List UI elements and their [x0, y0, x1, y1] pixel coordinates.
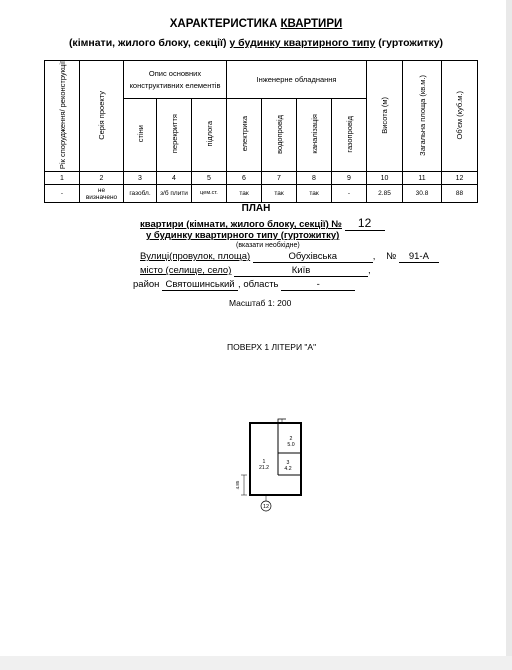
- value-electric: так: [227, 185, 262, 203]
- col-header-series: Серія проекту: [80, 61, 124, 172]
- value-flooring: цем.ст.: [192, 185, 227, 203]
- col-header-sewer: каналізація: [297, 99, 332, 172]
- column-numbers-row: [45, 172, 478, 185]
- address-street-line: Вулиці(провулок, площа) Обухівська , № 91-А: [140, 251, 439, 263]
- column-number: 5: [192, 172, 227, 185]
- room-2-number: 2: [289, 436, 293, 442]
- column-number: 8: [297, 172, 332, 185]
- value-year: -: [45, 185, 80, 203]
- values-row: [45, 185, 478, 203]
- column-number: 4: [157, 172, 192, 185]
- plan-title: ПЛАН: [241, 203, 271, 214]
- column-number: 3: [124, 172, 157, 185]
- col-header-electric: електрика: [227, 99, 262, 172]
- room-1-number: 1: [262, 459, 266, 465]
- apartment-marker-number: 12: [262, 504, 270, 510]
- col-header-gas: газопровід: [332, 99, 367, 172]
- floor-label: ПОВЕРХ 1 ЛІТЕРИ "А": [227, 342, 317, 352]
- col-header-water: водопровід: [262, 99, 297, 172]
- col-header-floors: перекриття: [157, 99, 192, 172]
- column-number: 9: [332, 172, 367, 185]
- value-floors: з/б плити: [157, 185, 192, 203]
- apartment-characteristics-table: [44, 60, 478, 203]
- document-title: ХАРАКТЕРИСТИКА КВАРТИРИ: [169, 18, 343, 30]
- region-value: -: [281, 279, 355, 291]
- column-number: 6: [227, 172, 262, 185]
- col-header-year: Рік спорудження/ реконструкції: [45, 61, 80, 172]
- wall-dimension: 4.85: [235, 480, 240, 490]
- column-number: 11: [403, 172, 442, 185]
- column-number: 10: [367, 172, 403, 185]
- col-header-height: Висота (м): [367, 61, 403, 172]
- col-group-structural: Опис основних конструктивних елементів: [124, 61, 227, 99]
- document-subtitle: (кімнати, жилого блоку, секції) у будинку квартирного типу (гуртожитку): [68, 37, 444, 49]
- room-1-area: 21.2: [258, 465, 270, 471]
- column-number: 1: [45, 172, 80, 185]
- floor-plan-drawing: [228, 415, 308, 515]
- value-total-area: 30.8: [403, 185, 442, 203]
- page-edge-right: [506, 0, 512, 670]
- district-value: Святошинський: [162, 279, 238, 291]
- column-number: 2: [80, 172, 124, 185]
- value-volume: 88: [442, 185, 478, 203]
- apartment-number: 12: [345, 216, 385, 231]
- plan-apartment-line: квартири (кімнати, жилого блоку, секції) № 12: [140, 216, 385, 231]
- value-sewer: так: [297, 185, 332, 203]
- scale-label: Масштаб 1: 200: [229, 298, 292, 308]
- value-gas: -: [332, 185, 367, 203]
- room-2-area: 5.0: [287, 442, 295, 448]
- street-value: Обухівська: [253, 251, 373, 263]
- address-city-line: місто (селище, село) Київ ,: [140, 265, 371, 276]
- plan-note: (вказати необхідне): [236, 242, 300, 249]
- room-3-number: 3: [286, 460, 290, 466]
- column-number: 7: [262, 172, 297, 185]
- address-district-line: район Святошинський , область -: [133, 279, 355, 291]
- col-header-walls: стіни: [124, 99, 157, 172]
- value-water: так: [262, 185, 297, 203]
- col-header-total-area: Загальна площа (кв.м.): [403, 61, 442, 172]
- value-height: 2.85: [367, 185, 403, 203]
- value-walls: газобл.: [124, 185, 157, 203]
- col-group-engineering: Інженерне обладнання: [227, 61, 367, 99]
- building-number: 91-А: [399, 251, 439, 263]
- col-header-volume: Об'єм (куб.м.): [442, 61, 478, 172]
- value-series: не визначено: [80, 185, 124, 203]
- room-3-area: 4.2: [284, 466, 292, 472]
- plan-building-type: у будинку квартирного типу (гуртожитку): [146, 230, 340, 241]
- city-value: Київ: [234, 265, 368, 277]
- column-number: 12: [442, 172, 478, 185]
- page-edge-bottom: [0, 656, 512, 670]
- col-header-flooring: підлога: [192, 99, 227, 172]
